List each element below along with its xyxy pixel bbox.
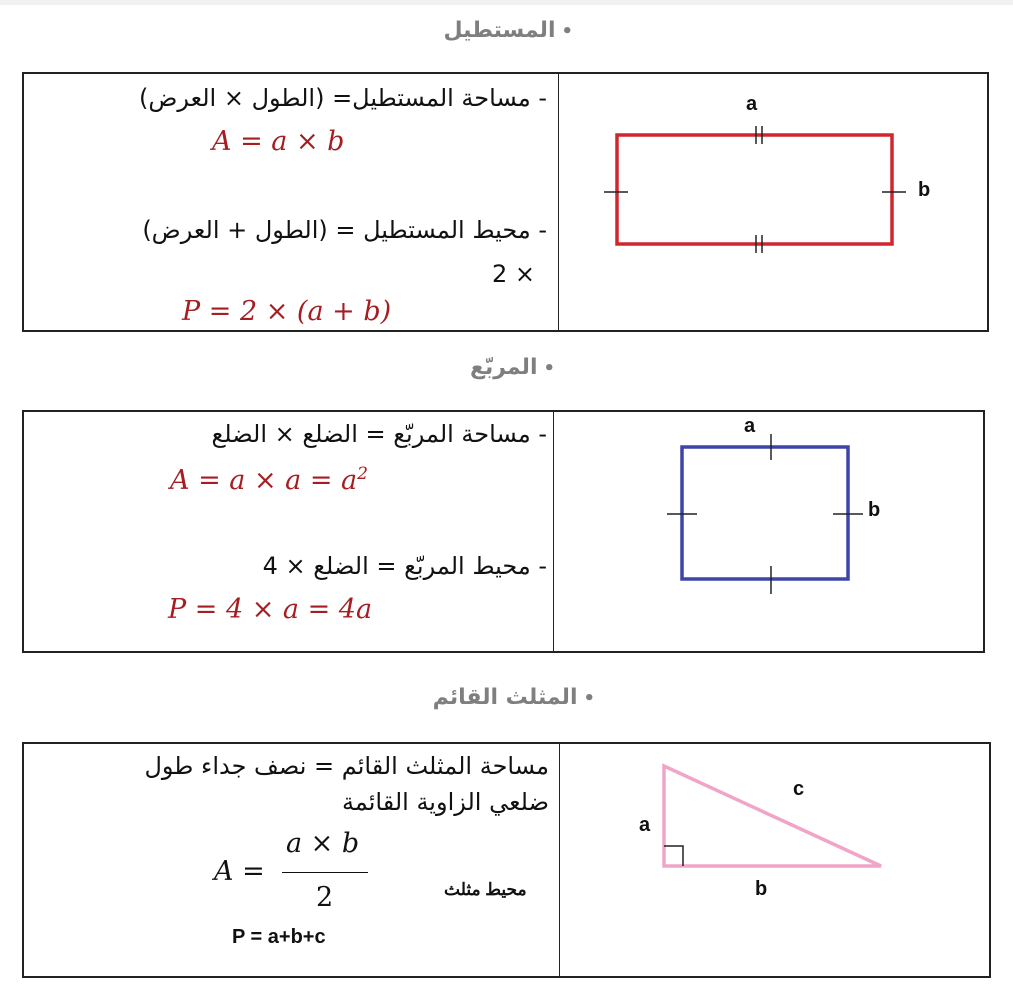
square-exponent: 2 [357, 464, 368, 484]
square-area-text: - مساحة المربّع = الضلع × الضلع [211, 420, 547, 448]
rectangle-perimeter-times: 2 × [492, 260, 536, 288]
triangle-perimeter-label: محيط مثلث [444, 880, 527, 899]
fraction-bar [282, 872, 368, 873]
square-area-formula: $A = a \times a = a^2$ [170, 464, 368, 496]
square-heading: •المربّع [469, 355, 555, 380]
square-table [22, 410, 985, 653]
square-figure [555, 412, 983, 651]
triangle-area-text-2: ضلعي الزاوية القائمة [341, 788, 549, 816]
rectangle-heading: •المستطيل [443, 18, 573, 43]
triangle-perimeter-formula: P = a+b+c [232, 926, 326, 948]
rectangle-shape [617, 135, 892, 244]
label-a: a [746, 93, 758, 115]
top-strip [0, 0, 1013, 5]
triangle-area-lhs: A = [214, 856, 265, 887]
bullet-icon: • [583, 688, 595, 709]
square-perimeter-formula: P = 4 × a = 4a [168, 594, 373, 625]
rectangle-perimeter-formula: P = 2 × (a + b) [182, 296, 392, 327]
triangle-figure [561, 744, 989, 976]
triangle-area-text-1: مساحة المثلث القائم = نصف جداء طول [144, 752, 549, 780]
label-b: b [918, 179, 931, 201]
rectangle-figure [560, 74, 987, 330]
triangle-shape [664, 766, 881, 866]
triangle-table-divider [559, 744, 560, 976]
rectangle-table-divider [558, 74, 559, 330]
triangle-area-denominator: 2 [316, 882, 334, 913]
label-c: c [793, 778, 805, 800]
rectangle-perimeter-text: - محيط المستطيل = (الطول + العرض) [142, 216, 547, 244]
label-b: b [755, 878, 768, 900]
rectangle-area-formula: A = a × b [212, 126, 345, 157]
label-a: a [639, 814, 651, 836]
label-b: b [868, 499, 881, 521]
right-angle-mark [664, 846, 683, 866]
bullet-icon: • [561, 21, 573, 42]
triangle-heading: •المثلث القائم [432, 685, 595, 710]
triangle-area-numerator: a × b [286, 828, 360, 859]
square-shape [682, 447, 848, 579]
rectangle-area-text: - مساحة المستطيل= (الطول × العرض) [139, 84, 547, 112]
square-table-divider [553, 412, 554, 651]
triangle-table [22, 742, 991, 978]
label-a: a [744, 415, 756, 437]
bullet-icon: • [543, 358, 555, 379]
rectangle-table [22, 72, 989, 332]
square-perimeter-text: - محيط المربّع = الضلع × 4 [262, 552, 547, 580]
